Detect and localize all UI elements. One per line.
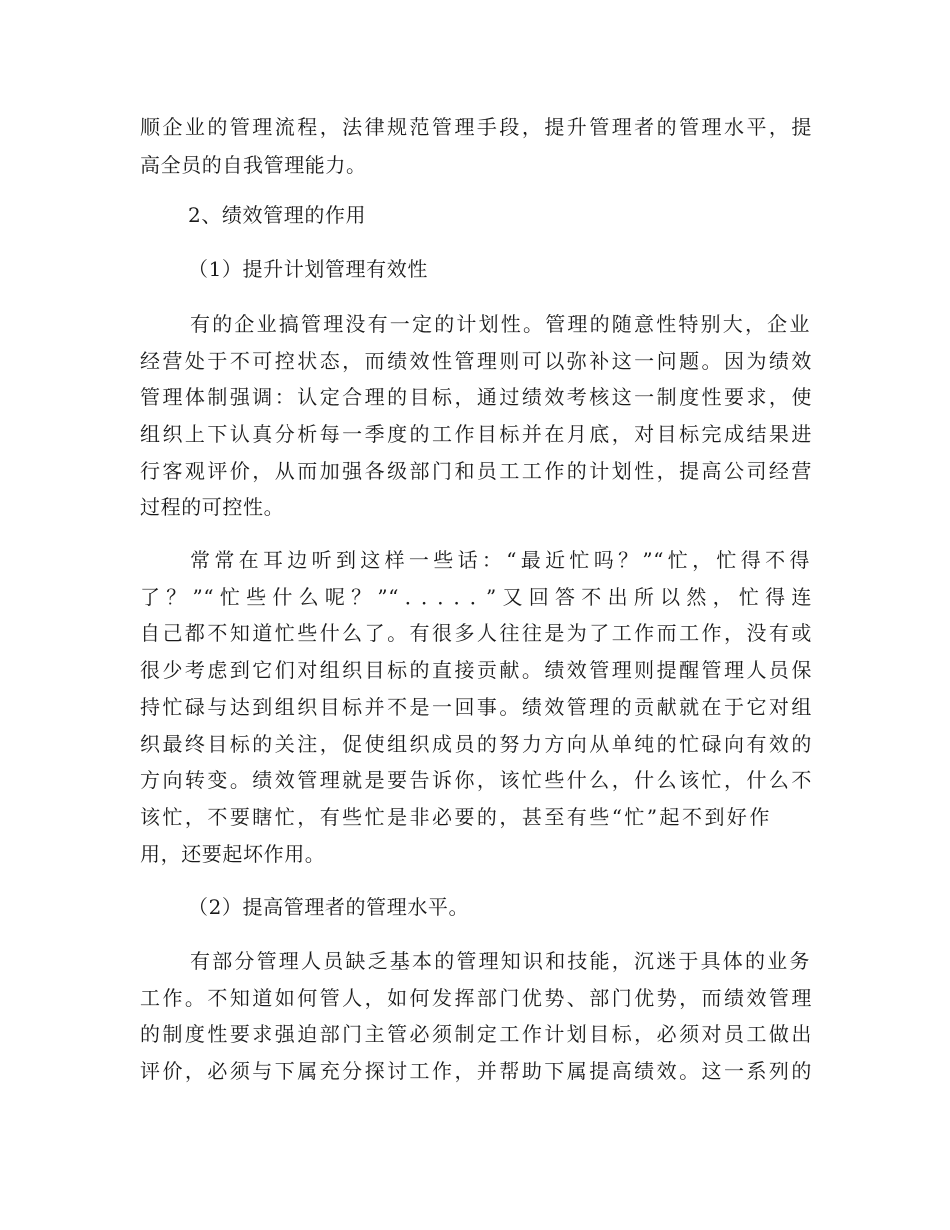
body-line: 该忙，不要瞎忙，有些忙是非必要的，甚至有些“忙”起不到好作 xyxy=(140,805,770,829)
body-line: 有的企业搞管理没有一定的计划性。管理的随意性特别大，企业 xyxy=(190,312,810,336)
body-line: 方向转变。绩效管理就是要告诉你，该忙些什么，什么该忙，什么不 xyxy=(140,768,812,792)
body-line: 过程的可控性。 xyxy=(140,495,285,519)
body-line: 顺企业的管理流程，法律规范管理手段，提升管理者的管理水平，提 xyxy=(140,115,812,139)
body-line: 很少考虑到它们对组织目标的直接贡献。绩效管理则提醒管理人员保 xyxy=(140,658,812,682)
body-line: 了？”“忙些什么呢？”“．．．．．”又回答不出所以然，忙得连 xyxy=(140,585,812,609)
body-line: 用，还要起坏作用。 xyxy=(140,842,326,866)
body-line: 评价，必须与下属充分探讨工作，并帮助下属提高绩效。这一系列的 xyxy=(140,1059,812,1083)
body-line: 持忙碌与达到组织目标并不是一回事。绩效管理的贡献就在于它对组 xyxy=(140,695,812,719)
body-line: 管理体制强调：认定合理的目标，通过绩效考核这一制度性要求，使 xyxy=(140,385,812,409)
body-line: 经营处于不可控状态，而绩效性管理则可以弥补这一问题。因为绩效 xyxy=(140,349,812,373)
body-line: 织最终目标的关注，促使组织成员的努力方向从单纯的忙碌向有效的 xyxy=(140,732,812,756)
body-line: 有部分管理人员缺乏基本的管理知识和技能，沉迷于具体的业务 xyxy=(190,949,810,973)
body-line: 行客观评价，从而加强各级部门和员工工作的计划性，提高公司经营 xyxy=(140,459,812,483)
subsection-heading: （1）提升计划管理有效性 xyxy=(188,257,428,281)
body-line: 常常在耳边听到这样一些话：“最近忙吗？”“忙，忙得不得 xyxy=(190,548,810,572)
body-line: 的制度性要求强迫部门主管必须制定工作计划目标，必须对员工做出 xyxy=(140,1022,812,1046)
body-line: 工作。不知道如何管人，如何发挥部门优势、部门优势，而绩效管理 xyxy=(140,986,812,1010)
body-line: 组织上下认真分析每一季度的工作目标并在月底，对目标完成结果进 xyxy=(140,422,812,446)
body-line: 自己都不知道忙些什么了。有很多人往往是为了工作而工作，没有或 xyxy=(140,621,812,645)
section-heading: 2、绩效管理的作用 xyxy=(188,203,367,227)
subsection-heading: （2）提高管理者的管理水平。 xyxy=(188,895,470,919)
body-line: 高全员的自我管理能力。 xyxy=(140,153,367,177)
